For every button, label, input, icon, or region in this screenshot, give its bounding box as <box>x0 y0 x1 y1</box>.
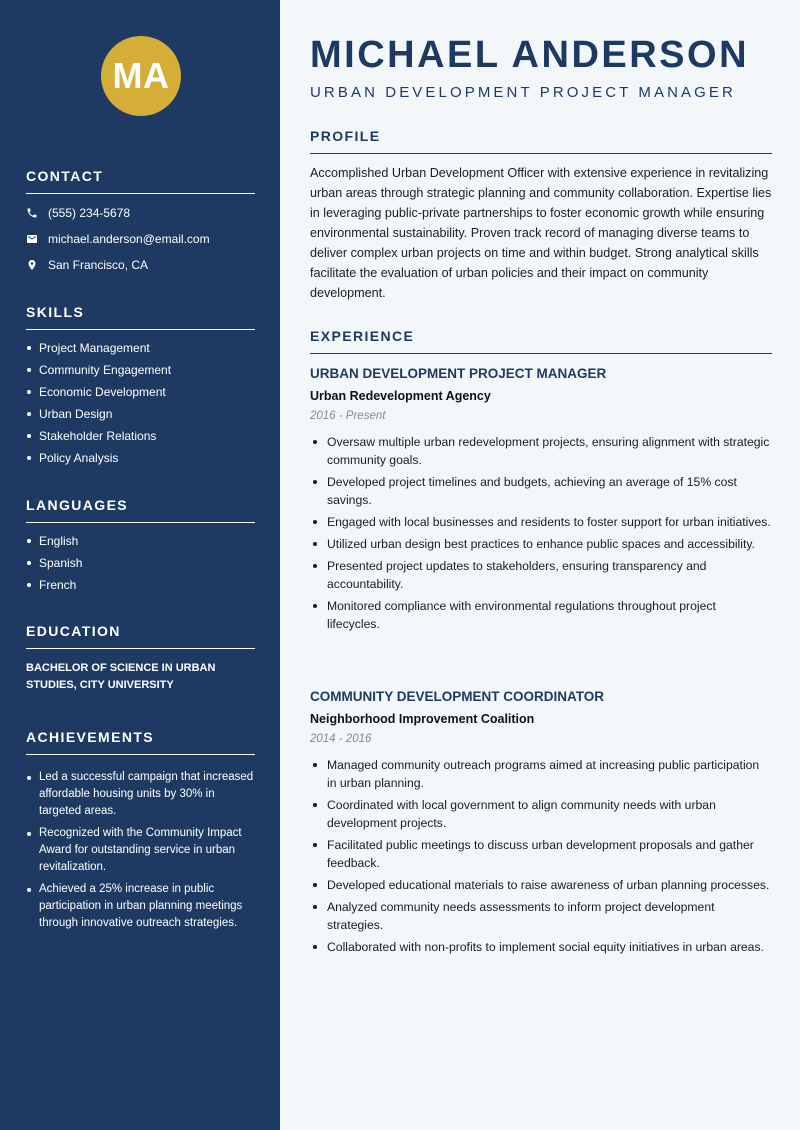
email-text: michael.anderson@email.com <box>48 231 210 246</box>
contact-phone[interactable] <box>26 205 255 220</box>
skill-item: Policy Analysis <box>26 451 255 465</box>
profile-heading: PROFILE <box>310 128 772 154</box>
job-bullet: Coordinated with local government to align community needs with urban development projects. <box>310 796 772 832</box>
job-bullets <box>310 433 772 633</box>
languages-list <box>26 534 255 592</box>
skill-item: Stakeholder Relations <box>26 429 255 443</box>
job-entry <box>310 689 772 960</box>
education-heading: EDUCATION <box>26 623 255 649</box>
job-company: Urban Redevelopment Agency <box>310 389 491 403</box>
job-bullet: Collaborated with non-profits to implement social equity initiatives in urban areas. <box>310 938 772 956</box>
skill-item: Community Engagement <box>26 363 255 377</box>
contact-location <box>26 257 255 272</box>
education-degree: BACHELOR OF SCIENCE IN URBAN STUDIES, CITY UNIVERSITY <box>26 662 216 691</box>
job-bullet: Engaged with local businesses and residents to foster support for urban initiatives. <box>310 513 772 531</box>
language-item: Spanish <box>26 556 255 570</box>
contact-heading: CONTACT <box>26 168 255 194</box>
job-bullets <box>310 756 772 956</box>
job-company: Neighborhood Improvement Coalition <box>310 712 535 726</box>
language-item: French <box>26 578 255 592</box>
language-item: English <box>26 534 255 548</box>
achievement-item: Recognized with the Community Impact Award for outstanding service in urban revitalization. <box>26 825 255 876</box>
profile-text: Accomplished Urban Development Officer with extensive experience in revitalizing urban areas through strategic planning and community collaboration. Expertise lies in leveraging public-private partnerships to foster economic growth while ensuring environmental sustainability. Proven track record of managing diverse teams to deliver complex urban projects on time and within budget. Strong analytical skills facilitate the evaluation of urban policies and their impact on community development. <box>310 166 772 300</box>
achievements-section <box>26 729 255 937</box>
achievement-item: Achieved a 25% increase in public participation in urban planning meetings through innovative outreach strategies. <box>26 881 255 932</box>
job-bullet: Facilitated public meetings to discuss urban development proposals and gather feedback. <box>310 836 772 872</box>
job-bullet: Analyzed community needs assessments to inform project development strategies. <box>310 898 772 934</box>
achievements-heading: ACHIEVEMENTS <box>26 729 255 755</box>
skill-item: Urban Design <box>26 407 255 421</box>
skill-item: Project Management <box>26 341 255 355</box>
contact-section <box>26 168 255 272</box>
achievement-item: Led a successful campaign that increased affordable housing units by 30% in targeted areas. <box>26 769 255 820</box>
job-bullet: Managed community outreach programs aimed at increasing public participation in urban planning. <box>310 756 772 792</box>
education-section <box>26 623 255 694</box>
job-dates: 2014 - 2016 <box>310 733 372 745</box>
job-bullet: Utilized urban design best practices to enhance public spaces and accessibility. <box>310 535 772 553</box>
job-bullet: Developed project timelines and budgets, achieving an average of 15% cost savings. <box>310 473 772 509</box>
job-title-header: URBAN DEVELOPMENT PROJECT MANAGER <box>310 84 736 101</box>
contact-email[interactable] <box>26 231 255 246</box>
skills-section <box>26 304 255 473</box>
languages-heading: LANGUAGES <box>26 497 255 523</box>
job-dates: 2016 - Present <box>310 410 386 422</box>
skills-list <box>26 341 255 465</box>
languages-section <box>26 497 255 600</box>
location-pin-icon <box>26 259 48 271</box>
mail-icon <box>26 233 48 245</box>
experience-heading: EXPERIENCE <box>310 328 772 354</box>
job-bullet: Developed educational materials to raise awareness of urban planning processes. <box>310 876 772 894</box>
job-bullet: Presented project updates to stakeholders, ensuring transparency and accountability. <box>310 557 772 593</box>
phone-text: (555) 234-5678 <box>48 205 131 220</box>
achievements-list <box>26 769 255 932</box>
job-title: URBAN DEVELOPMENT PROJECT MANAGER <box>310 366 607 381</box>
skills-heading: SKILLS <box>26 304 255 330</box>
location-text: San Francisco, CA <box>48 257 149 272</box>
job-bullet: Oversaw multiple urban redevelopment projects, ensuring alignment with strategic community goals. <box>310 433 772 469</box>
avatar: MA <box>101 36 181 116</box>
job-title: COMMUNITY DEVELOPMENT COORDINATOR <box>310 689 605 704</box>
job-bullet: Monitored compliance with environmental regulations throughout project lifecycles. <box>310 597 772 633</box>
skill-item: Economic Development <box>26 385 255 399</box>
candidate-name: MICHAEL ANDERSON <box>310 34 750 76</box>
sidebar <box>0 0 280 1130</box>
phone-icon <box>26 207 48 219</box>
job-entry <box>310 366 772 637</box>
